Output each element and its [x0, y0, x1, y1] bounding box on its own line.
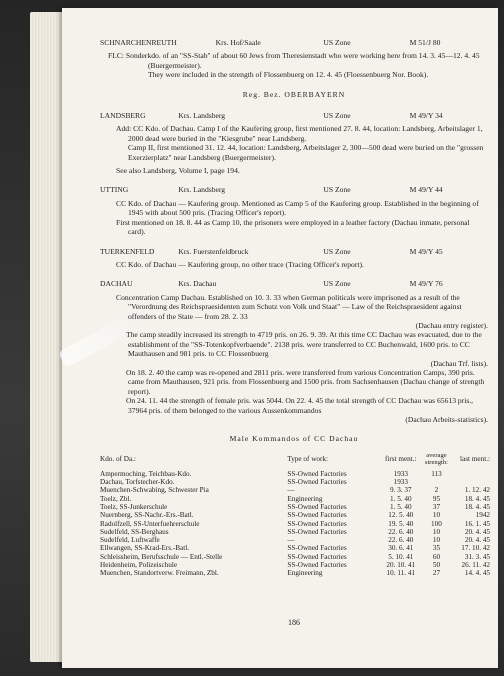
entry-paragraph: They were included in the strength of Flossenbuerg on 12. 4. 45 (Floessenbuerg Nor. Book). — [148, 70, 429, 80]
table-row — [100, 528, 490, 536]
cell-first-mention: 9. 3. 37 — [390, 486, 412, 495]
entry-utting — [100, 185, 488, 236]
camp-name: LANDSBERG — [100, 111, 146, 121]
cell-last-mention — [452, 470, 490, 478]
table-row — [100, 495, 490, 503]
camp-name: SCHNARCHENREUTH — [100, 38, 177, 47]
camp-name: UTTING — [100, 185, 129, 195]
cell-last-mention: 31. 3. 45 — [464, 552, 490, 561]
cell-first-mention: 30. 6. 41 — [388, 544, 414, 553]
table-row — [100, 536, 490, 544]
cell-kommando: Toelz, SS-Junkerschule — [100, 503, 168, 511]
entry-paragraph: See also Landsberg, Volume I, page 194. — [116, 166, 240, 176]
source-citation: (Dachau entry register). — [415, 320, 488, 330]
col-header-type: Type of work: — [287, 454, 328, 463]
book-page — [62, 8, 498, 668]
cell-type-of-work: SS-Owned Factories — [287, 561, 347, 570]
cell-kommando: Dachau, Torfstecher-Kdo. — [100, 478, 175, 487]
cell-average-strength: 100 — [431, 519, 442, 528]
entry-landsberg — [100, 111, 488, 175]
cell-type-of-work: — — [287, 536, 295, 545]
cell-first-mention: 10. 11. 41 — [386, 569, 416, 578]
entry-paragraph: CC Kdo. of Dachau — Kaufering group. Mentioned as Camp 5 of the Kaufering group. Established in the beginning of 1945 with about 500 pris. (Tracing Officer's report). — [116, 198, 479, 218]
cell-average-strength: 35 — [432, 544, 441, 553]
cell-kommando: Sudelfeld, Luftwaffe — [100, 536, 160, 545]
entry-dachau — [100, 279, 488, 424]
doc-reference: M 49/Y 76 — [409, 279, 443, 289]
entry-paragraph: CC Kdo. of Dachau — Kaufering group, no other trace (Tracing Officer's report). — [116, 259, 364, 269]
page-number: 186 — [288, 618, 300, 627]
cell-kommando: Ellwangen, SS-Krad-Ers.-Batl. — [100, 544, 190, 553]
col-header-first: first ment.: — [385, 454, 417, 463]
district-name: Krs. Dachau — [178, 279, 217, 289]
cell-average-strength — [421, 478, 453, 486]
entry-header — [100, 111, 488, 120]
cell-last-mention: 26. 11. 42 — [461, 561, 490, 570]
district-name: Krs. Landsberg — [178, 111, 226, 121]
cell-kommando: Heidenheim, Polizeischule — [100, 561, 178, 570]
cell-average-strength: 10 — [432, 511, 441, 520]
zone-label: US Zone — [323, 38, 351, 47]
cell-last-mention: 18. 4. 45 — [464, 503, 490, 511]
entry-schnarchenreuth — [100, 38, 488, 80]
cell-average-strength: 37 — [432, 503, 441, 511]
cell-first-mention: 1. 5. 40 — [390, 503, 412, 511]
entry-paragraph: First mentioned on 18. 8. 44 as Camp 10, the prisoners were employed in a leather factory (Dachau inmate, personal card). — [116, 217, 470, 237]
table-row — [100, 553, 490, 561]
cell-type-of-work: Engineering — [287, 569, 323, 578]
cell-type-of-work: Engineering — [287, 494, 323, 503]
cell-kommando: Sudelfeld, SS-Berghaus — [100, 527, 169, 536]
col-header-last: last ment.: — [460, 454, 490, 463]
entry-paragraph: Concentration Camp Dachau. Established on 10. 3. 33 when German politicals were imprisoned as a result of the "Verordnung des Reichspraesidenten zum Schutz von Volk und Staat" — Law of the Reichspraesident against offenders of the State — from 28. 2. 33 — [116, 292, 462, 321]
doc-reference: M 49/Y 44 — [409, 185, 443, 195]
cell-type-of-work: SS-Owned Factories — [287, 511, 347, 520]
cell-last-mention: 20. 4. 45 — [464, 527, 490, 536]
cell-last-mention: 1. 12. 42 — [464, 486, 490, 495]
cell-type-of-work: SS-Owned Factories — [287, 527, 347, 536]
entry-paragraph: On 18. 2. 40 the camp was re-opened and 2811 pris. were transferred from various Concentration Camps, 390 pris. came from Mauthausen, 921 pris. from Flossenbuerg and 1500 pris. from Sachsenhausen (Dachau change of strength report). — [126, 367, 485, 396]
cell-first-mention: 20. 10. 41 — [386, 561, 416, 570]
source-citation: (Dachau Arbeits-statistics). — [405, 415, 488, 424]
entry-paragraph: FLC: Sonderkdo. of an "SS-Stab" of about 60 Jews from Theresienstadt who were working here from 14. 3. 45—12. 4. 45 (Buergermeister). — [108, 51, 480, 70]
table-row — [100, 511, 490, 519]
cell-first-mention: 5. 10. 41 — [388, 552, 414, 561]
entry-header — [100, 247, 488, 256]
doc-reference: M 51/J 80 — [409, 38, 441, 47]
table-header-row — [100, 452, 490, 470]
cell-average-strength: 10 — [432, 527, 441, 536]
cell-kommando: Muenchen-Schwabing, Schwester Pia — [100, 486, 209, 495]
cell-type-of-work: SS-Owned Factories — [287, 519, 347, 528]
camp-name: DACHAU — [100, 279, 133, 289]
cell-average-strength: 95 — [432, 494, 441, 503]
zone-label: US Zone — [323, 246, 351, 256]
entry-header — [100, 38, 488, 47]
cell-last-mention: 14. 4. 45 — [464, 569, 490, 578]
cell-average-strength: 10 — [432, 536, 441, 545]
cell-kommando: Radolfzell, SS-Unterfuehrerschule — [100, 519, 200, 528]
zone-label: US Zone — [323, 185, 351, 195]
source-citation: (Dachau Trf. lists). — [430, 358, 488, 368]
entry-paragraph: Camp II, first mentioned 31. 12. 44, location: Landsberg, Arbeitslager 2, 300—500 dead were buried on the "grossen Exerzierplatz" near Landsberg (Buergermeister). — [128, 143, 484, 162]
cell-type-of-work: SS-Owned Factories — [287, 544, 347, 553]
doc-reference: M 49/Y 34 — [409, 111, 443, 121]
table-title: Male Kommandos of CC Dachau — [229, 434, 359, 444]
cell-type-of-work: SS-Owned Factories — [287, 469, 347, 478]
cell-kommando: Ampermoching, Teichbau-Kdo. — [100, 469, 192, 478]
cell-first-mention: 1. 5. 40 — [390, 494, 412, 503]
cell-last-mention: 16. 1. 45 — [464, 519, 490, 528]
district-name: Krs. Fuerstenfeldbruck — [178, 246, 249, 256]
table-row — [100, 520, 490, 528]
cell-last-mention: 20. 4. 45 — [464, 536, 490, 545]
entry-paragraph: On 24. 11. 44 the strength of female pris. was 5044. On 22. 4. 45 the total strength of CC Dachau was 65613 pris., 37964 pris. of them belonged to the various Aussenkommandos — [126, 396, 474, 415]
cell-average-strength: 60 — [432, 552, 441, 561]
table-row — [100, 503, 490, 511]
cell-first-mention: 22. 6. 40 — [388, 536, 414, 545]
page-content — [100, 38, 490, 627]
cell-last-mention: 1942 — [475, 511, 490, 520]
entry-header — [100, 185, 488, 194]
cell-first-mention: 19. 5. 40 — [388, 519, 414, 528]
cell-kommando: Nuernberg, SS-Nachr.-Ers.-Batl. — [100, 511, 194, 520]
cell-last-mention: 18. 4. 45 — [464, 494, 490, 503]
doc-reference: M 49/Y 45 — [409, 246, 443, 256]
zone-label: US Zone — [323, 279, 351, 289]
cell-first-mention: 22. 6. 40 — [388, 527, 414, 536]
kommandos-table — [100, 452, 490, 578]
col-header-kdo: Kdo. of Da.: — [100, 454, 136, 463]
entry-tuerkenfeld — [100, 247, 488, 270]
table-row — [100, 478, 490, 486]
table-row — [100, 486, 490, 494]
district-name: Krs. Hof/Saale — [215, 38, 261, 47]
table-row — [100, 569, 490, 577]
cell-type-of-work: SS-Owned Factories — [287, 552, 347, 561]
cell-last-mention: 17. 10. 42 — [461, 544, 490, 553]
cell-type-of-work: SS-Owned Factories — [287, 503, 347, 511]
entry-paragraph: The camp steadily increased its strength to 4719 pris. on 26. 9. 39. At this time CC Dachau was evacuated, due to the establishment of the "SS-Totenkopfverbaende". 2138 pris. were transferred to CC Buchenwald, 1600 pris. to CC Mauthausen and 981 pris. to CC Flossenbuerg — [126, 330, 482, 359]
table-row — [100, 470, 490, 478]
col-header-avg: average strength: — [424, 451, 448, 466]
cell-type-of-work: SS-Owned Factories — [287, 478, 347, 487]
cell-kommando: Muenchen, Standortverw. Freimann, Zbl. — [100, 569, 219, 578]
camp-name: TUERKENFELD — [100, 246, 155, 256]
cell-average-strength: 113 — [431, 469, 442, 478]
district-name: Krs. Landsberg — [178, 185, 226, 195]
cell-first-mention: 1933 — [393, 469, 408, 478]
cell-average-strength: 50 — [432, 561, 441, 570]
cell-first-mention: 1933 — [393, 478, 408, 487]
entry-paragraph: Add: CC Kdo. of Dachau. Camp I of the Kaufering group, first mentioned 27. 8. 44, location: Landsberg, Arbeitslager 1, 2000 dead were buried in the "Kiesgrube" near Landsberg. — [116, 124, 483, 143]
cell-kommando: Schleissheim, Berufsschule — Entl.-Stelle — [100, 552, 223, 561]
cell-average-strength: 2 — [434, 486, 439, 495]
cell-kommando: Toelz, Zbl. — [100, 494, 132, 503]
entry-header — [100, 279, 488, 288]
cell-average-strength: 27 — [432, 569, 441, 578]
cell-last-mention — [452, 478, 490, 486]
table-row — [100, 561, 490, 569]
table-row — [100, 544, 490, 552]
cell-first-mention: 12. 5. 40 — [388, 511, 414, 520]
zone-label: US Zone — [323, 111, 351, 121]
cell-type-of-work: — — [287, 486, 295, 495]
region-heading: Reg. Bez. OBERBAYERN — [242, 89, 346, 99]
